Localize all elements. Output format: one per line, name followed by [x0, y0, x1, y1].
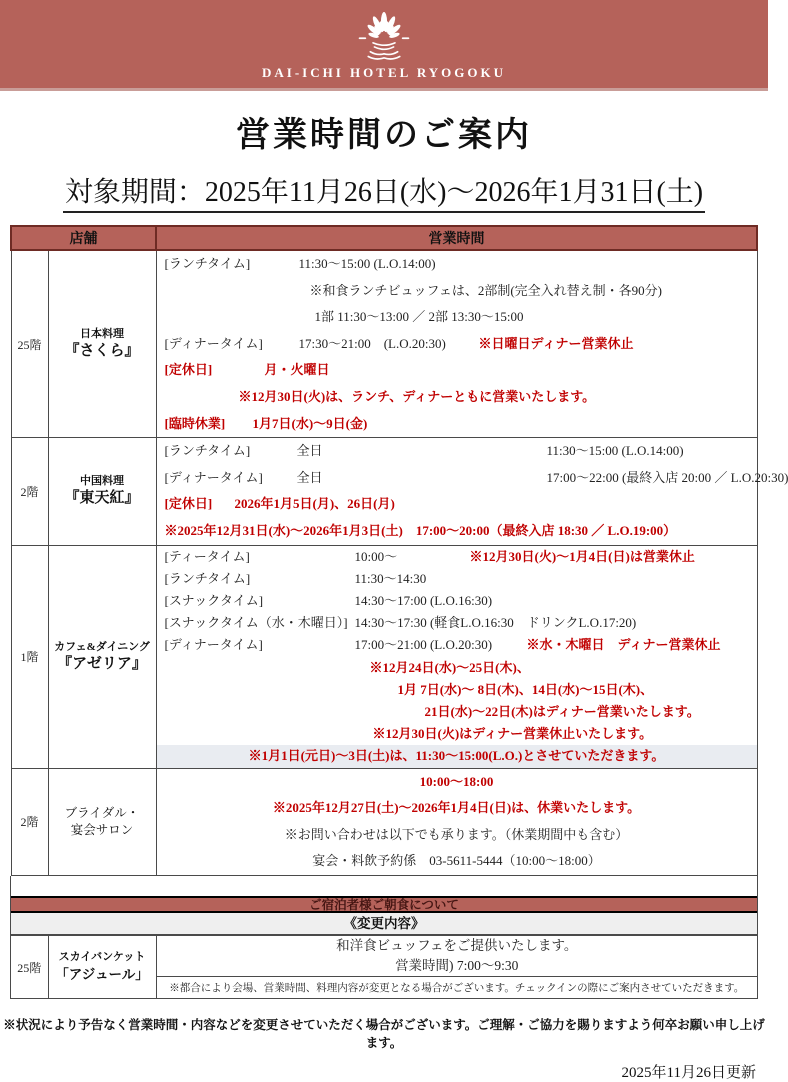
- text-segment: ※12月30日(火)～1月4日(日)は営業休止: [470, 549, 695, 564]
- hours-line: [157, 465, 757, 492]
- hours-line: [157, 657, 757, 679]
- text-segment: ※12月24日(水)～25日(木)、: [370, 660, 530, 675]
- shop-name-text: 宴会サロン: [49, 822, 156, 839]
- text-segment: 1月7日(水)～9日(金): [253, 416, 368, 431]
- breakfast-shop-name-small: スカイバンケット: [49, 950, 156, 965]
- shop-name-text: 中国料理: [49, 474, 156, 489]
- hours-line: [157, 634, 757, 656]
- text-segment: ※1月1日(元日)～3日(土)は、11:30～15:00(L.O.)とさせていただきます。: [249, 748, 665, 763]
- hours-line: [157, 795, 757, 822]
- lotus-emblem-icon: [348, 10, 420, 62]
- text-segment: 11:30～14:30: [355, 571, 427, 586]
- shop-name-cell: [48, 438, 156, 545]
- hours-line: [157, 518, 757, 545]
- shop-name-cell: [48, 250, 156, 438]
- text-segment: 1月 7日(水)～ 8日(木)、14日(水)～15日(木)、: [398, 682, 654, 697]
- text-segment: ※お問い合わせは以下でも承ります。（休業期間中も含む）: [285, 827, 628, 842]
- hours-line: [157, 590, 757, 612]
- text-segment: 全日: [297, 465, 547, 492]
- shop-name-text: 日本料理: [49, 327, 156, 342]
- hours-line: [157, 491, 757, 518]
- floor-cell: 2階: [11, 438, 48, 545]
- shop-name-text: ブライダル・: [49, 805, 156, 822]
- text-segment: [ディナータイム]: [165, 634, 355, 656]
- text-segment: [ティータイム]: [165, 546, 355, 568]
- hours-line: [157, 612, 757, 634]
- hours-cell: [156, 250, 757, 438]
- text-segment: [定休日]: [165, 491, 235, 518]
- text-segment: [ディナータイム]: [165, 465, 297, 492]
- shop-name-text: 『東天紅』: [49, 489, 156, 508]
- hours-table-row: [11, 438, 757, 545]
- floor-cell: 2階: [11, 768, 48, 875]
- floor-cell: 1階: [11, 545, 48, 768]
- footer-note: ※状況により予告なく営業時間・内容などを変更させていただく場合がございます。ご理解・ご協力を賜りますよう何卒お願い申し上げます。: [0, 1015, 768, 1051]
- breakfast-section-title: ご宿泊者様ご朝食について: [11, 896, 757, 913]
- breakfast-shop-name-large: 「アジュール」: [49, 965, 156, 984]
- text-segment: 月・火曜日: [265, 362, 330, 377]
- hours-table-header-row: [11, 226, 757, 250]
- text-segment: 11:30～15:00 (L.O.14:00): [547, 443, 684, 458]
- col-header-shop: 店舗: [11, 226, 156, 250]
- hours-line: [157, 251, 757, 278]
- hours-line: [157, 411, 757, 438]
- shop-name-text: 『アゼリア』: [49, 655, 156, 674]
- text-segment: 全日: [297, 438, 547, 465]
- hours-table-row: [11, 545, 757, 768]
- updated-date: 2025年11月26日更新: [0, 1061, 768, 1082]
- breakfast-line-1: 和洋食ビュッフェをご提供いたします。: [157, 936, 758, 956]
- text-segment: [ランチタイム]: [165, 251, 299, 278]
- text-segment: [定休日]: [165, 357, 265, 384]
- hours-cell: [156, 768, 757, 875]
- hours-table-row: [11, 250, 757, 438]
- text-segment: 17:30～21:00 (L.O.20:30): [299, 331, 479, 358]
- hours-table-body: [11, 250, 757, 875]
- period-text: 対象期間：2025年11月26日(水)～2026年1月31日(土): [63, 170, 705, 213]
- text-segment: [スナックタイム]: [165, 590, 355, 612]
- text-segment: ※2025年12月31日(水)～2026年1月3日(土) 17:00～20:00（最終入店 18:30 ／ L.O.19:00）: [165, 523, 677, 538]
- hours-line: [157, 568, 757, 590]
- text-segment: 17:00～22:00 (最終入店 20:00 ／ L.O.20:30): [547, 470, 788, 485]
- hours-table-row: [11, 768, 757, 875]
- text-segment: ※12月30日(火)はディナー営業休止いたします。: [373, 726, 653, 741]
- empty-spacer-row: [10, 876, 758, 896]
- hours-line: [157, 723, 757, 745]
- hours-cell: [156, 438, 757, 545]
- text-segment: ※日曜日ディナー営業休止: [479, 336, 634, 351]
- shop-name-cell: [48, 768, 156, 875]
- text-segment: ※水・木曜日 ディナー営業休止: [527, 637, 721, 652]
- hours-line: [157, 357, 757, 384]
- hours-line: [157, 331, 757, 358]
- hours-line: [157, 822, 757, 849]
- text-segment: 17:00～21:00 (L.O.20:30): [355, 634, 527, 656]
- text-segment: 10:00～: [355, 546, 470, 568]
- shop-name-text: カフェ&ダイニング: [49, 640, 156, 655]
- hours-line: [157, 848, 757, 875]
- text-segment: [スナックタイム（水・木曜日）]: [165, 612, 355, 634]
- text-segment: [臨時休業]: [165, 411, 253, 438]
- period-wrap: [0, 170, 768, 213]
- breakfast-table: [11, 935, 757, 999]
- hours-line: [157, 438, 757, 465]
- hotel-name: DAI-ICHI HOTEL RYOGOKU: [262, 65, 506, 81]
- breakfast-line-2: 営業時間) 7:00～9:30: [157, 956, 758, 976]
- hours-line: [157, 745, 757, 767]
- text-segment: 10:00～18:00: [420, 774, 494, 789]
- hours-line: [157, 679, 757, 701]
- col-header-hours: 営業時間: [156, 226, 757, 250]
- hours-table: [10, 225, 758, 876]
- text-segment: 11:30～15:00 (L.O.14:00): [299, 256, 436, 271]
- text-segment: 14:30～17:30 (軽食L.O.16:30 ドリンクL.O.17:20): [355, 615, 637, 630]
- hours-line: [157, 384, 757, 411]
- breakfast-hours-cell: [156, 935, 757, 976]
- text-segment: [ランチタイム]: [165, 438, 297, 465]
- page-title: 営業時間のご案内: [0, 107, 768, 156]
- hours-line: [157, 701, 757, 723]
- text-segment: [ランチタイム]: [165, 568, 355, 590]
- breakfast-section: [10, 896, 758, 1000]
- floor-cell: 25階: [11, 250, 48, 438]
- text-segment: 1部 11:30～13:00 ／ 2部 13:30～15:00: [315, 309, 524, 324]
- text-segment: ※和食ランチビュッフェは、2部制(完全入れ替え制・各90分): [310, 283, 663, 298]
- breakfast-floor-cell: 25階: [11, 935, 48, 998]
- hours-line: [157, 769, 757, 796]
- hours-line: [157, 304, 757, 331]
- shop-name-cell: [48, 545, 156, 768]
- header-bar: [0, 0, 768, 91]
- hours-line: [157, 546, 757, 568]
- text-segment: 2026年1月5日(月)、26日(月): [235, 496, 395, 511]
- text-segment: 宴会・料飲予約係 03-5611-5444（10:00～18:00）: [312, 853, 600, 868]
- hours-line: [157, 278, 757, 305]
- text-segment: ※2025年12月27日(土)～2026年1月4日(日)は、休業いたします。: [273, 800, 640, 815]
- text-segment: 21日(水)～22日(木)はディナー営業いたします。: [425, 704, 700, 719]
- change-section-title: 《変更内容》: [11, 913, 757, 935]
- breakfast-row: [11, 935, 757, 976]
- text-segment: ※12月30日(火)は、ランチ、ディナーともに営業いたします。: [239, 389, 596, 404]
- shop-name-text: 『さくら』: [49, 342, 156, 361]
- text-segment: [ディナータイム]: [165, 331, 299, 358]
- breakfast-note: ※都合により会場、営業時間、料理内容が変更となる場合がございます。チェックインの際にご案内させていただきます。: [156, 976, 757, 998]
- breakfast-shop-name-cell: [48, 935, 156, 998]
- text-segment: 14:30～17:00 (L.O.16:30): [355, 593, 493, 608]
- hours-cell: [156, 545, 757, 768]
